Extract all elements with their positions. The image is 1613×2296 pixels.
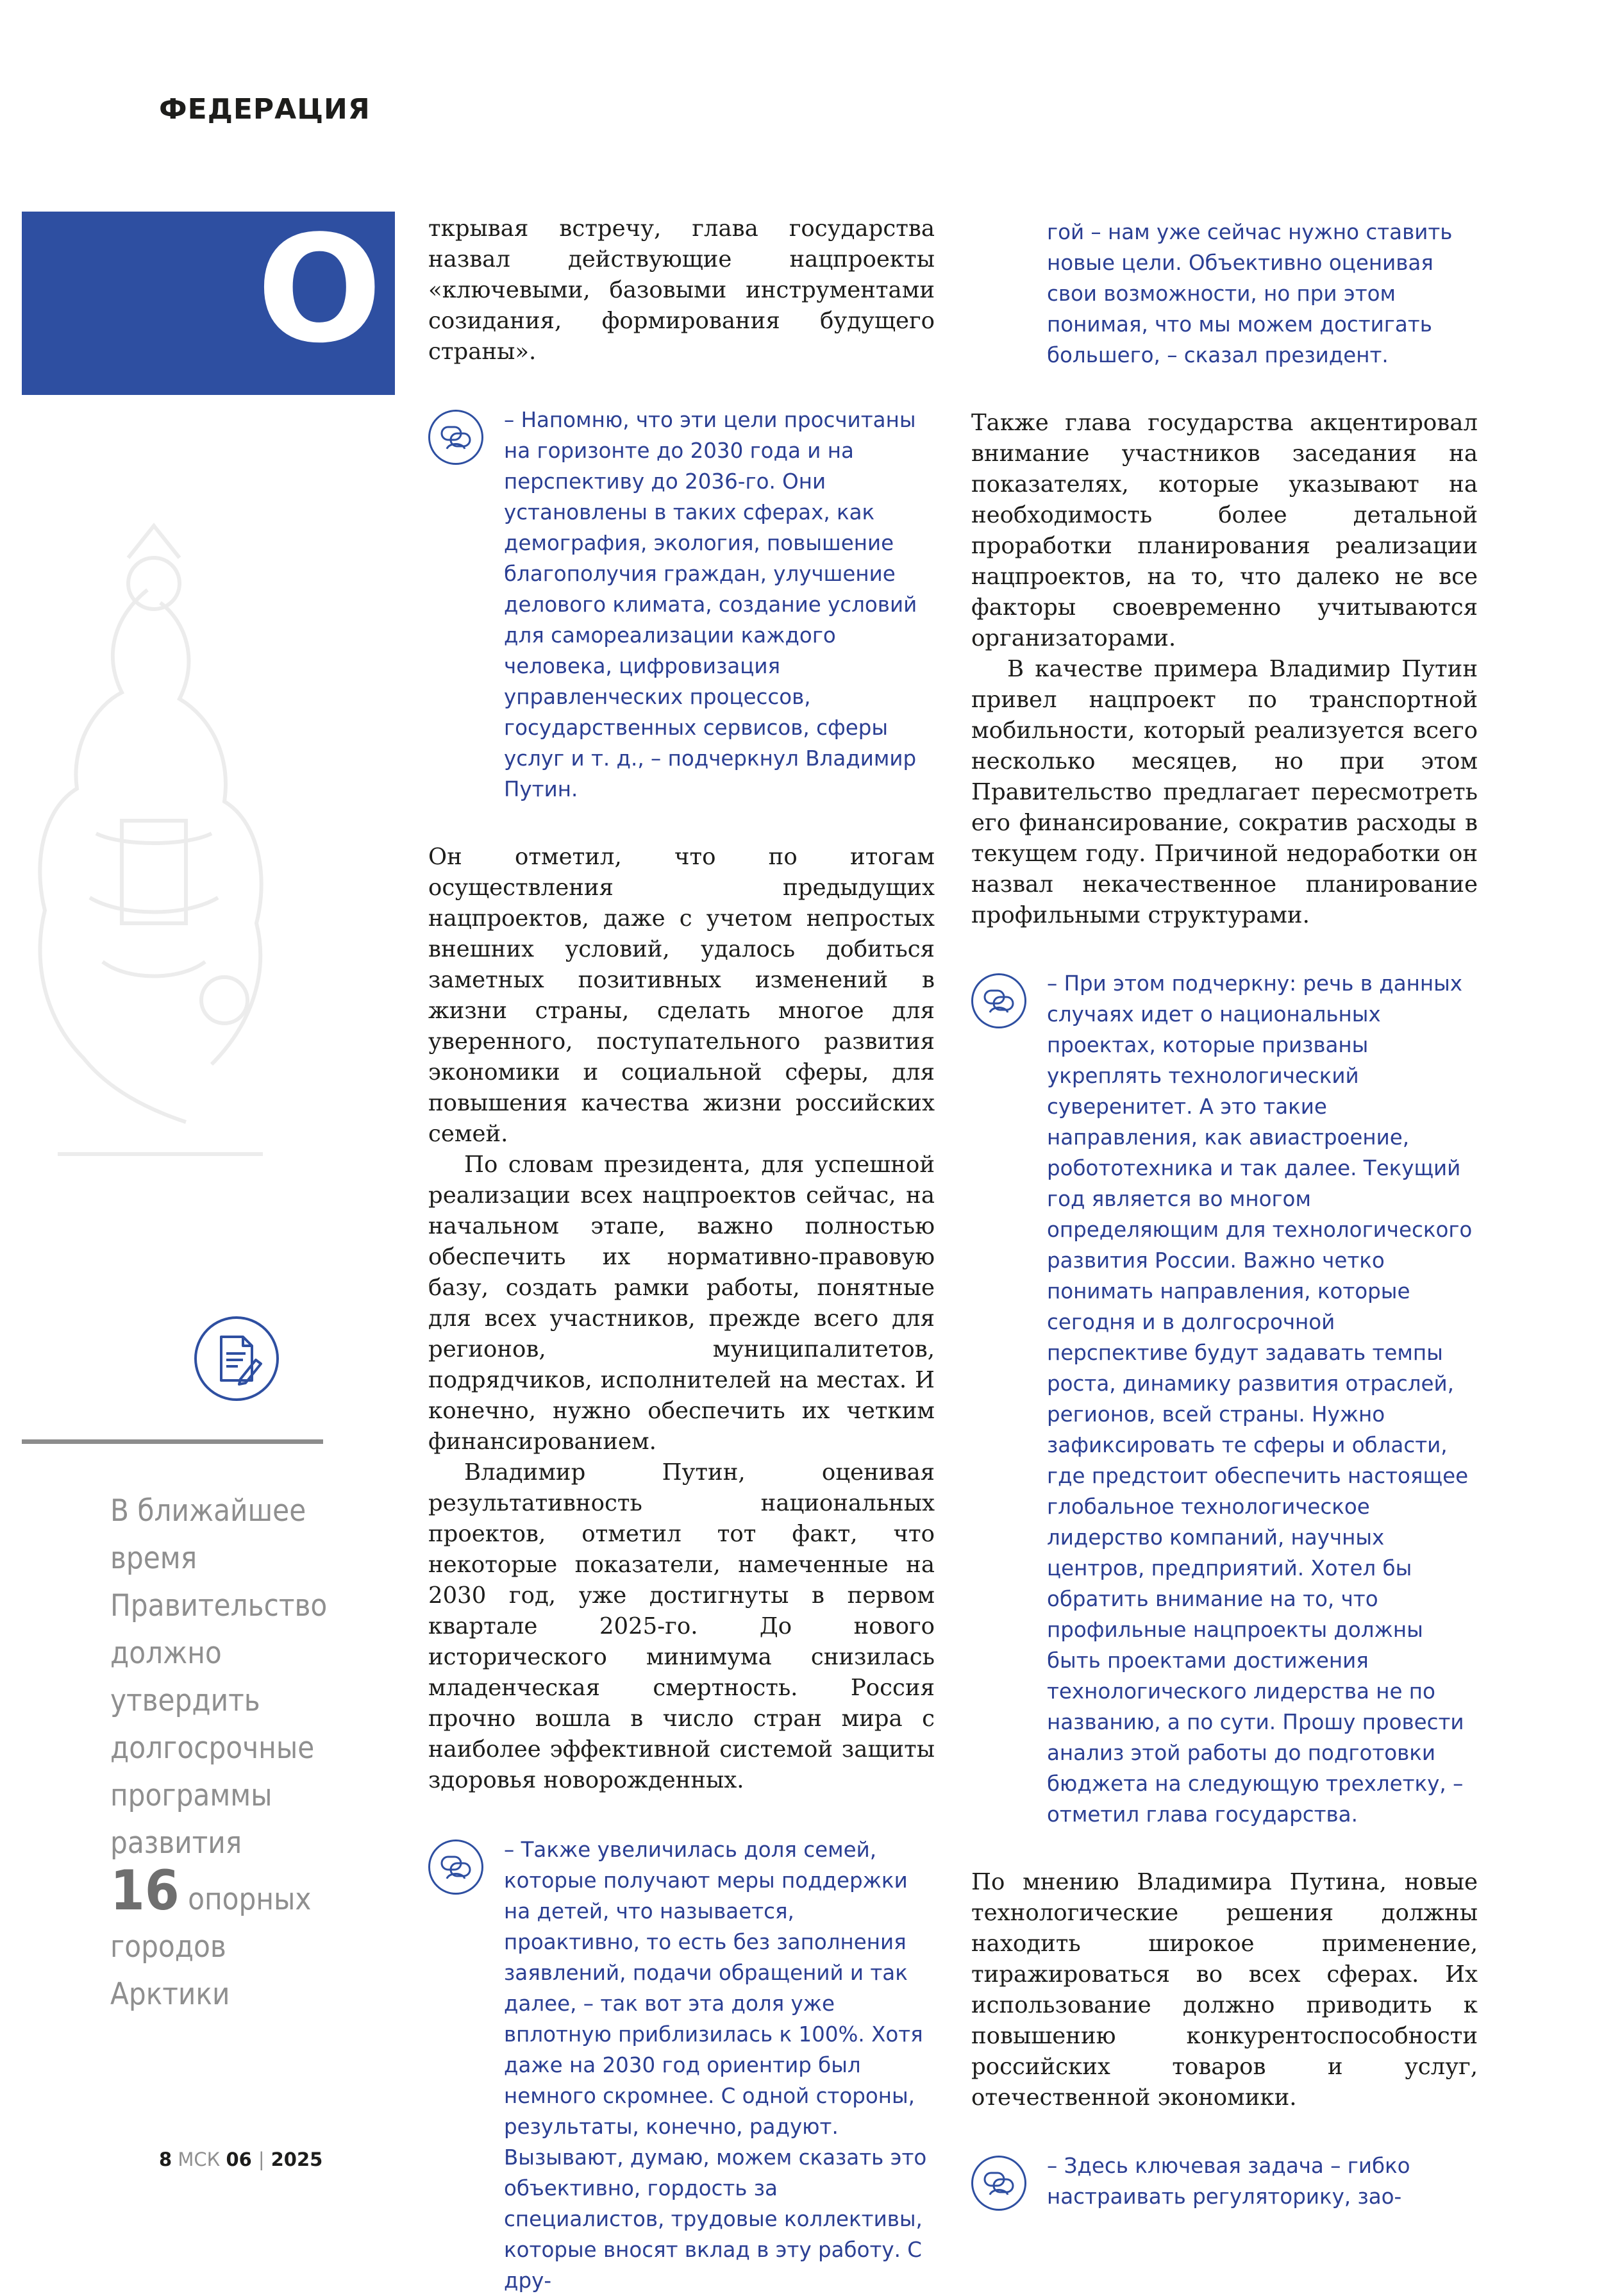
speech-bubble-icon <box>971 973 1026 1028</box>
dropcap-box <box>22 205 395 395</box>
page-footer <box>159 2149 322 2170</box>
magazine-name: МСК <box>178 2149 221 2170</box>
dropcap-letter: О <box>256 205 382 376</box>
article-paragraph: В качестве примера Владимир Путин привел нацпроект по транспортной мобильности, который реализуется всего несколько месяцев, но при этом Правительство предлагает пересмотреть его финансирование, сократив расходы в текущем году. Причиной недоработки он назвал некачественное планирование профильными структурами. <box>971 656 1478 928</box>
speech-bubble-icon <box>971 2156 1026 2211</box>
quote-block <box>428 1834 935 2296</box>
quote-text: – Также увеличилась доля семей, которые получают меры поддержки на детей, что называется, проактивно, то есть без заполнения заявлений, подачи обращений и так далее, – так вот эта доля уже вплотную приблизилась к 100%. Хотя даже на 2030 год ориентир был немного скромнее. С одной стороны, результаты, конечно, радуют. Вызывают, думаю, можем сказать это объективно, гордость за специалистов, трудовые коллективы, которые вносят вклад в эту работу. С дру- <box>504 1838 927 2293</box>
quote-text: – Здесь ключевая задача – гибко настраивать регуляторику, зао- <box>1047 2154 1410 2209</box>
article-paragraph: По словам президента, для успешной реализации всех нацпроектов сейчас, на начальном этапе, важно полностью обеспечить их нормативно-правовую базу, создать рамки работы, понятные для всех участников, прежде всего для регионов, муниципалитетов, подрядчиков, исполнителей на местах. И конечно, нужно обеспечить их четким финансированием. <box>428 1152 935 1455</box>
speech-bubble-icon <box>428 410 483 465</box>
quote-continuation <box>971 217 1478 371</box>
pull-quote-tail: опорных городов Арктики <box>110 1882 312 2012</box>
sidebar-divider <box>22 1439 323 1444</box>
article-paragraph: По мнению Владимира Путина, новые технологические решения должны находить широкое применение, тиражироваться во всех сферах. Их использование должно приводить к повышению конкурентоспособности российских товаров и услуг, отечественной экономики. <box>971 1869 1478 2111</box>
article-paragraph: Он отметил, что по итогам осуществления предыдущих нацпроектов, даже с учетом непростых внешних условий, удалось добиться заметных позитивных изменений в жизни страны, сделать многое для уверенного, поступательного развития экономики и социальной сферы, для повышения качества жизни российских семей. <box>428 844 935 1147</box>
emblem-watermark <box>19 513 288 1205</box>
sidebar-pull-quote <box>110 1487 354 2018</box>
footer-separator: | <box>258 2149 265 2170</box>
article-intro: ткрывая встречу, глава государства назвал действующие нацпроекты «ключевыми, базовыми инструментами созидания, формирования будущего страны». <box>428 215 935 365</box>
document-pen-icon <box>194 1316 279 1401</box>
quote-block <box>428 405 935 805</box>
quote-text: – При этом подчеркну: речь в данных случаях идет о национальных проектах, которые призваны укреплять технологический суверенитет. А это такие направления, как авиастроение, робототехника и так далее. Текущий год является во многом определяющим для технологического развития России. Важно четко понимать направления, которые сегодня и в долгосрочной перспективе будут задавать темпы роста, динамику развития отраслей, регионов, всей страны. Нужно зафиксировать те сферы и области, где предстоит обеспечить настоящее глобальное технологическое лидерство компаний, научных центров, предприятий. Хотел бы обратить внимание на то, что профильные нацпроекты должны быть проектами достижения технологического лидерства не по названию, а по сути. Прошу провести анализ этой работы до подготовки бюджета на следующую трехлетку, – отметил глава государства. <box>1047 971 1473 1827</box>
quote-block <box>971 2150 1478 2212</box>
pull-quote-number: 16 <box>110 1859 180 1923</box>
article-paragraph: Также глава государства акцентировал внимание участников заседания на показателях, которые указывают на необходимость более детальной проработки планирования реализации нацпроектов, на то, что далеко не все факторы своевременно учитываются организаторами. <box>971 410 1478 651</box>
pull-quote-text: В ближайшее время Правительство должно утвердить долгосрочные программы развития <box>110 1493 328 1861</box>
section-label: ФЕДЕРАЦИЯ <box>159 93 371 126</box>
page-number: 8 <box>159 2149 172 2170</box>
article-column-1 <box>428 214 935 2296</box>
issue-year: 2025 <box>271 2149 323 2170</box>
quote-block <box>971 968 1478 1830</box>
issue-number: 06 <box>226 2149 252 2170</box>
article-column-2 <box>971 217 1478 2212</box>
quote-text: – Напомню, что эти цели просчитаны на горизонте до 2030 года и на перспективу до 2036-го. Они установлены в таких сферах, как демография, экология, повышение благополучия граждан, улучшение делового климата, создание условий для самореализации каждого человека, цифровизация управленческих процессов, государственных сервисов, сферы услуг и т. д., – подчеркнул Владимир Путин. <box>504 408 917 801</box>
article-paragraph: Владимир Путин, оценивая результативность национальных проектов, отметил тот факт, что некоторые показатели, намеченные на 2030 год, уже достигнуты в первом квартале 2025-го. До нового исторического минимума снизилась младенческая смертность. Россия прочно вошла в число стран мира с наиболее эффективной системой защиты здоровья новорожденных. <box>428 1459 935 1793</box>
quote-text: гой – нам уже сейчас нужно ставить новые цели. Объективно оценивая свои возможности, но при этом понимая, что мы можем достигать большего, – сказал президент. <box>1047 220 1453 367</box>
speech-bubble-icon <box>428 1839 483 1895</box>
